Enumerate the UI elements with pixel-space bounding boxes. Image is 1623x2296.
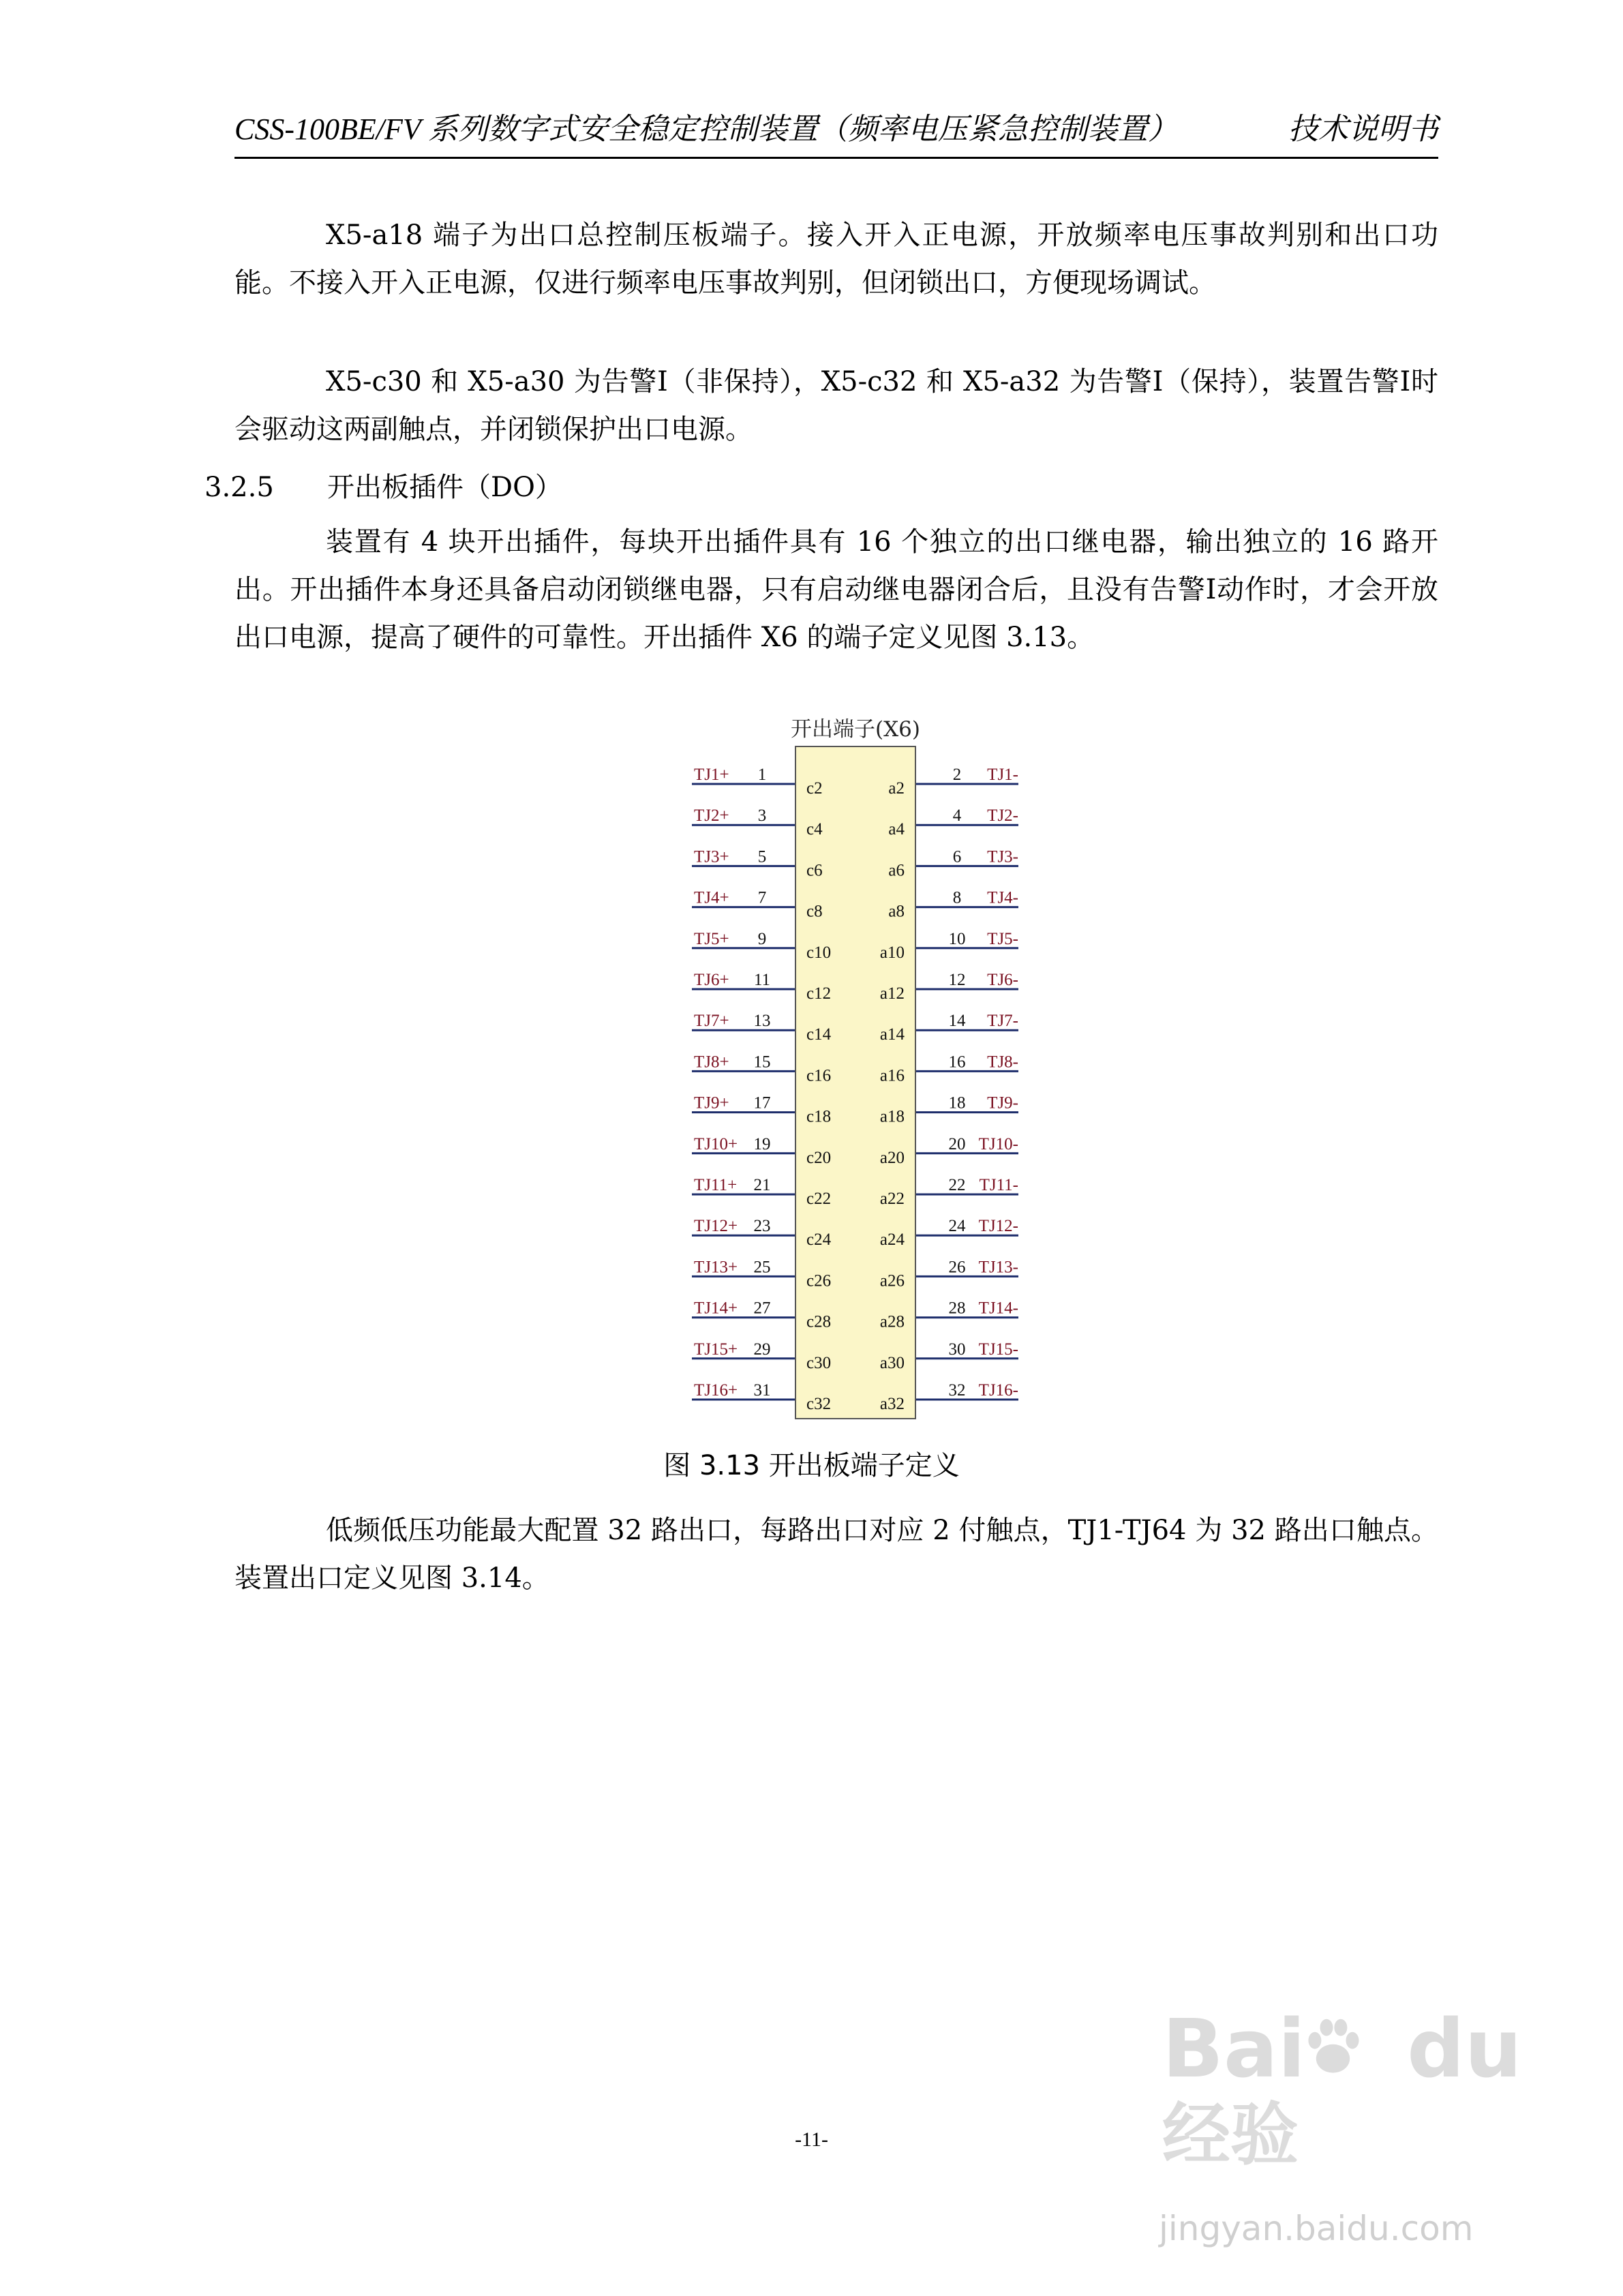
right-terminal-label: TJ10- bbox=[978, 1134, 1018, 1153]
paragraph-alarm: X5-c30 和 X5-a30 为告警Ⅰ（非保持），X5-c32 和 X5-a32 为告警Ⅰ（保持），装置告警Ⅰ时会驱动这两副触点，并闭锁保护出口电源。 bbox=[234, 366, 1438, 445]
a-pin-label: a24 bbox=[879, 1230, 905, 1250]
a-pin-label: a6 bbox=[888, 861, 905, 880]
figure-top-title: 开出端子(X6) bbox=[791, 717, 920, 742]
a-pin-label: a20 bbox=[879, 1148, 905, 1167]
section-number: 3.2.5 bbox=[204, 472, 274, 503]
right-terminal-label: TJ5- bbox=[987, 929, 1018, 948]
c-pin-label: c30 bbox=[806, 1353, 832, 1372]
right-terminal-number: 16 bbox=[948, 1053, 966, 1072]
left-terminal-label: TJ9+ bbox=[694, 1093, 729, 1113]
left-terminal-number: 27 bbox=[753, 1299, 771, 1318]
left-terminal-label: TJ8+ bbox=[694, 1053, 729, 1072]
a-pin-label: a4 bbox=[888, 820, 905, 839]
header-doc-type: 技术说明书 bbox=[1288, 112, 1438, 146]
watermark-bai: Bai bbox=[1162, 2002, 1306, 2096]
c-pin-label: c8 bbox=[806, 902, 823, 921]
c-pin-label: c14 bbox=[806, 1025, 832, 1044]
right-terminal-number: 14 bbox=[948, 1012, 966, 1031]
right-terminal-number: 6 bbox=[952, 847, 962, 866]
right-terminal-label: TJ8- bbox=[987, 1053, 1018, 1072]
right-terminal-number: 10 bbox=[948, 929, 966, 948]
left-terminal-number: 11 bbox=[753, 971, 771, 989]
right-terminal-label: TJ4- bbox=[987, 888, 1018, 907]
baidu-jingyan-watermark bbox=[1162, 2002, 1530, 2175]
a-pin-label: a30 bbox=[879, 1353, 905, 1372]
right-terminal-label: TJ12- bbox=[978, 1217, 1018, 1236]
left-terminal-label: TJ2+ bbox=[694, 806, 729, 826]
c-pin-label: c20 bbox=[806, 1148, 832, 1167]
a-pin-label: a22 bbox=[879, 1190, 905, 1208]
a-pin-label: a2 bbox=[888, 779, 905, 798]
right-terminal-number: 20 bbox=[948, 1134, 966, 1153]
left-terminal-number: 31 bbox=[753, 1381, 771, 1400]
paw-icon bbox=[1301, 2016, 1365, 2081]
left-terminal-number: 1 bbox=[757, 766, 767, 784]
right-terminal-number: 26 bbox=[948, 1258, 966, 1277]
left-terminal-number: 3 bbox=[757, 806, 767, 826]
left-terminal-label: TJ11+ bbox=[694, 1176, 738, 1194]
left-terminal-number: 25 bbox=[753, 1258, 771, 1277]
left-terminal-number: 13 bbox=[753, 1012, 771, 1031]
right-terminal-number: 8 bbox=[952, 888, 962, 907]
right-terminal-label: TJ13- bbox=[978, 1258, 1018, 1277]
a-pin-label: a8 bbox=[888, 902, 905, 921]
c-pin-label: c28 bbox=[806, 1312, 832, 1331]
figure-caption: 图 3.13 开出板端子定义 bbox=[663, 1450, 960, 1481]
right-terminal-label: TJ15- bbox=[978, 1340, 1018, 1359]
right-terminal-label: TJ11- bbox=[979, 1176, 1018, 1194]
left-terminal-number: 29 bbox=[753, 1340, 771, 1359]
c-pin-label: c6 bbox=[806, 861, 823, 880]
left-terminal-number: 9 bbox=[757, 929, 767, 948]
right-terminal-label: TJ14- bbox=[978, 1299, 1018, 1318]
left-terminal-label: TJ14+ bbox=[694, 1299, 738, 1318]
left-terminal-label: TJ10+ bbox=[694, 1134, 738, 1153]
right-terminal-number: 30 bbox=[948, 1340, 966, 1359]
c-pin-label: c26 bbox=[806, 1271, 832, 1290]
a-pin-label: a28 bbox=[879, 1312, 905, 1331]
left-terminal-number: 15 bbox=[753, 1053, 771, 1072]
page-number: -11- bbox=[795, 2128, 828, 2151]
watermark-du: du bbox=[1407, 2002, 1522, 2096]
left-terminal-number: 7 bbox=[757, 888, 767, 907]
watermark-cn: 经验 bbox=[1162, 2095, 1299, 2175]
c-pin-label: c12 bbox=[806, 984, 832, 1003]
right-terminal-number: 4 bbox=[952, 806, 962, 826]
a-pin-label: a12 bbox=[879, 984, 905, 1003]
left-terminal-label: TJ6+ bbox=[694, 971, 729, 989]
left-terminal-number: 23 bbox=[753, 1217, 771, 1236]
paragraph-x5-a18: X5-a18 端子为出口总控制压板端子。接入开入正电源，开放频率电压事故判别和出口功能。不接入开入正电源，仅进行频率电压事故判别，但闭锁出口，方便现场调试。 bbox=[234, 220, 1438, 299]
right-terminal-number: 22 bbox=[948, 1176, 966, 1194]
left-terminal-label: TJ16+ bbox=[694, 1381, 738, 1400]
right-terminal-number: 28 bbox=[948, 1299, 966, 1318]
left-terminal-number: 21 bbox=[753, 1176, 771, 1194]
right-terminal-label: TJ9- bbox=[987, 1093, 1018, 1113]
c-pin-label: c24 bbox=[806, 1230, 832, 1250]
left-terminal-number: 19 bbox=[753, 1134, 771, 1153]
right-terminal-label: TJ6- bbox=[987, 971, 1018, 989]
c-pin-label: c4 bbox=[806, 820, 823, 839]
c-pin-label: c18 bbox=[806, 1107, 832, 1126]
watermark-url: jingyan.baidu.com bbox=[1159, 2209, 1474, 2248]
left-terminal-label: TJ7+ bbox=[694, 1012, 729, 1031]
a-pin-label: a18 bbox=[879, 1107, 905, 1126]
left-terminal-label: TJ4+ bbox=[694, 888, 729, 907]
left-terminal-number: 17 bbox=[753, 1093, 771, 1113]
c-pin-label: c16 bbox=[806, 1066, 832, 1085]
right-terminal-number: 24 bbox=[948, 1217, 966, 1236]
c-pin-label: c2 bbox=[806, 779, 823, 798]
a-pin-label: a26 bbox=[879, 1271, 905, 1290]
left-terminal-label: TJ1+ bbox=[694, 766, 729, 784]
a-pin-label: a32 bbox=[879, 1395, 905, 1413]
right-terminal-label: TJ16- bbox=[978, 1381, 1018, 1400]
section-title: 开出板插件（DO） bbox=[327, 472, 562, 503]
right-terminal-number: 2 bbox=[952, 766, 962, 784]
c-pin-label: c32 bbox=[806, 1395, 832, 1413]
paragraph-do-board: 装置有 4 块开出插件，每块开出插件具有 16 个独立的出口继电器，输出独立的 16 路开出。开出插件本身还具备启动闭锁继电器，只有启动继电器闭合后，且没有告警Ⅰ动作时，才会开放出口电源，提高了硬件的可靠性。开出插件 X6 的端子定义见图 3.13。 bbox=[234, 526, 1438, 653]
left-terminal-label: TJ5+ bbox=[694, 929, 729, 948]
right-terminal-number: 32 bbox=[948, 1381, 966, 1400]
a-pin-label: a14 bbox=[879, 1025, 905, 1044]
c-pin-label: c22 bbox=[806, 1190, 832, 1208]
right-terminal-label: TJ2- bbox=[987, 806, 1018, 826]
a-pin-label: a16 bbox=[879, 1066, 905, 1085]
left-terminal-label: TJ15+ bbox=[694, 1340, 738, 1359]
right-terminal-label: TJ1- bbox=[987, 766, 1018, 784]
right-terminal-label: TJ3- bbox=[987, 847, 1018, 866]
header-title: CSS-100BE/FV 系列数字式安全稳定控制装置（频率电压紧急控制装置） bbox=[234, 112, 1178, 146]
right-terminal-label: TJ7- bbox=[987, 1012, 1018, 1031]
a-pin-label: a10 bbox=[879, 943, 905, 962]
right-terminal-number: 12 bbox=[948, 971, 966, 989]
c-pin-label: c10 bbox=[806, 943, 832, 962]
left-terminal-label: TJ3+ bbox=[694, 847, 729, 866]
left-terminal-number: 5 bbox=[757, 847, 767, 866]
paragraph-outputs: 低频低压功能最大配置 32 路出口，每路出口对应 2 付触点，TJ1-TJ64 为 32 路出口触点。装置出口定义见图 3.14。 bbox=[234, 1515, 1438, 1594]
left-terminal-label: TJ13+ bbox=[694, 1258, 738, 1277]
right-terminal-number: 18 bbox=[948, 1093, 966, 1113]
left-terminal-label: TJ12+ bbox=[694, 1217, 738, 1236]
